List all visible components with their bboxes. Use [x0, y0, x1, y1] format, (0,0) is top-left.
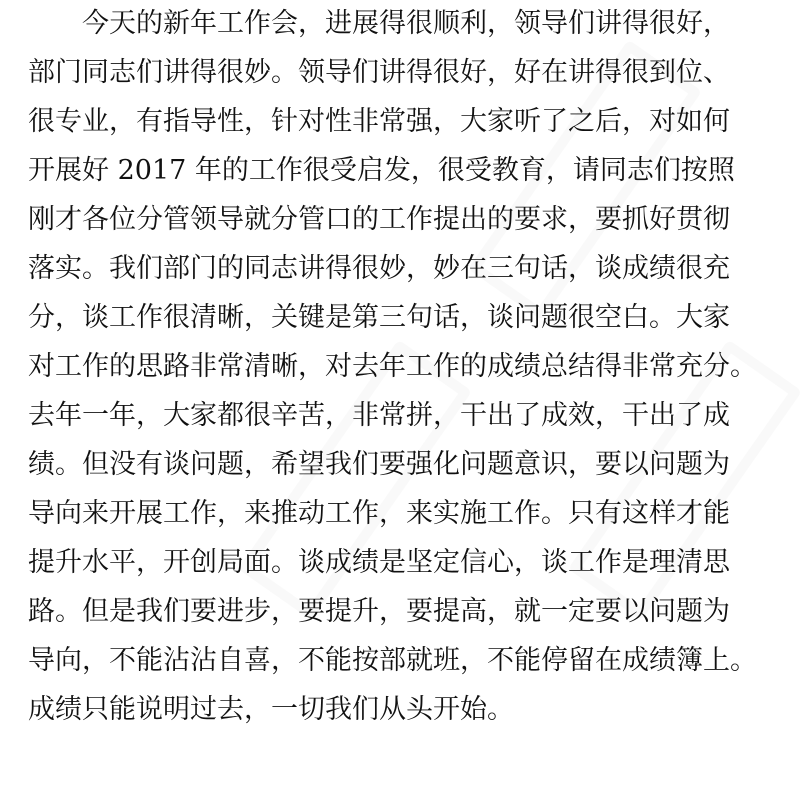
paragraph-line: 开展好 2017 年的工作很受启发，很受教育，请同志们按照 [28, 155, 735, 186]
paragraph-line: 成绩只能说明过去，一切我们从头开始。 [28, 694, 514, 725]
paragraph-line: 刚才各位分管领导就分管口的工作提出的要求，要抓好贯彻 [28, 204, 730, 235]
paragraph-line: 去年一年，大家都很辛苦，非常拼，干出了成效，干出了成 [28, 400, 730, 431]
paragraph-line: 提升水平，开创局面。谈成绩是坚定信心，谈工作是理清思 [28, 547, 730, 578]
paragraph-line: 分，谈工作很清晰，关键是第三句话，谈问题很空白。大家 [28, 302, 730, 333]
paragraph-line: 落实。我们部门的同志讲得很妙，妙在三句话，谈成绩很充 [28, 253, 730, 284]
paragraph-line: 对工作的思路非常清晰，对去年工作的成绩总结得非常充分。 [28, 351, 757, 382]
paragraph-line: 绩。但没有谈问题，希望我们要强化问题意识，要以问题为 [28, 449, 730, 480]
paragraph-line: 很专业，有指导性，针对性非常强，大家听了之后，对如何 [28, 106, 730, 137]
paragraph-line: 部门同志们讲得很妙。领导们讲得很好，好在讲得很到位、 [28, 57, 730, 88]
paragraph-line: 路。但是我们要进步，要提升，要提高，就一定要以问题为 [28, 596, 730, 627]
paragraph-line: 导向，不能沾沾自喜，不能按部就班，不能停留在成绩簿上。 [28, 645, 757, 676]
paragraph-line: 导向来开展工作，来推动工作，来实施工作。只有这样才能 [28, 498, 730, 529]
paragraph-line: 今天的新年工作会，进展得很顺利，领导们讲得很好， [82, 8, 730, 39]
